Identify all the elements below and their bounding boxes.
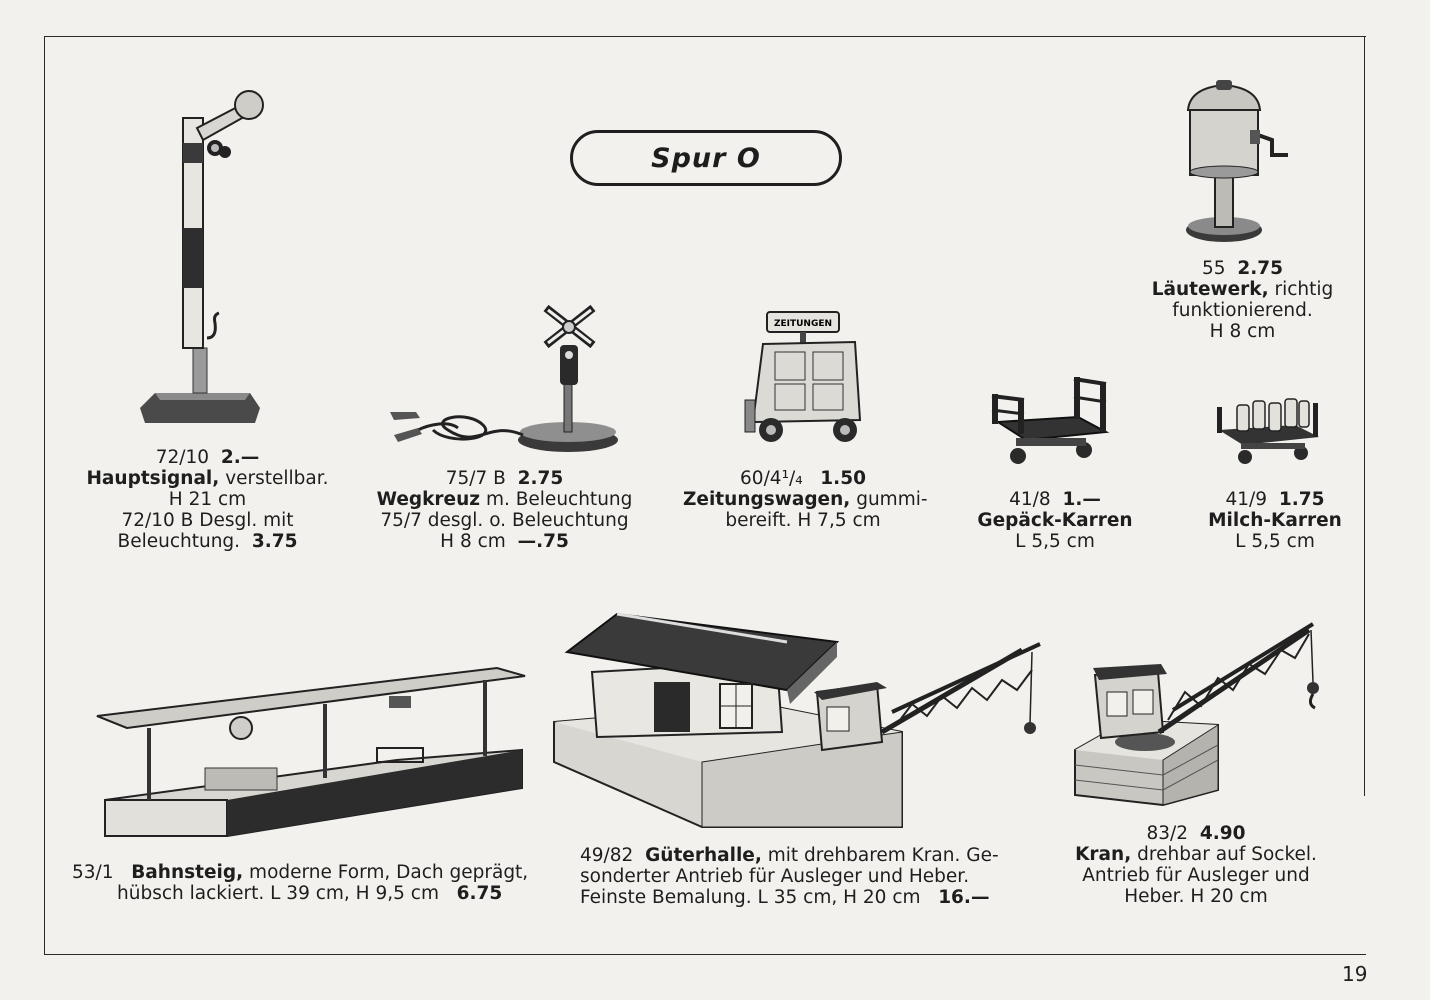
kran-caption xyxy=(1065,823,1327,907)
gepaeck-name: Gepäck-Karren xyxy=(977,510,1133,531)
page-number: 19 xyxy=(1342,962,1368,986)
laeutewerk-desc: richtig xyxy=(1274,279,1334,300)
laeutewerk-size: H 8 cm xyxy=(1209,321,1276,342)
gueterhalle-line2: sonderter Antrieb für Ausleger und Heber. xyxy=(580,866,970,887)
hauptsignal-variant: 72/10 B Desgl. mit xyxy=(121,510,294,531)
hauptsignal-caption xyxy=(80,447,335,552)
bahnsteig-line2: hübsch lackiert. L 39 cm, H 9,5 cm xyxy=(117,883,439,904)
bahnsteig-image xyxy=(97,668,527,848)
hauptsignal-price: 2.— xyxy=(220,447,260,468)
wegkreuz-desc: m. Beleuchtung xyxy=(485,489,633,510)
hauptsignal-variant-price: 3.75 xyxy=(251,531,298,552)
bahnsteig-caption xyxy=(72,862,552,904)
laeutewerk-image xyxy=(1180,80,1295,245)
gueterhalle-number: 49/82 xyxy=(580,845,634,866)
kran-number: 83/2 xyxy=(1146,823,1189,844)
hauptsignal-desc: verstellbar. xyxy=(225,468,329,489)
frame-right-rule xyxy=(1364,36,1365,796)
hauptsignal-image xyxy=(135,88,265,428)
wegkreuz-caption xyxy=(372,468,637,552)
zeitungswagen-image xyxy=(745,310,870,450)
zeitungswagen-caption xyxy=(683,468,928,531)
wegkreuz-variant: 75/7 desgl. o. Beleuchtung xyxy=(380,510,629,531)
milch-price: 1.75 xyxy=(1278,489,1325,510)
gepaeck-size: L 5,5 cm xyxy=(1015,531,1095,552)
zeitungswagen-name: Zeitungswagen, xyxy=(683,489,851,510)
bahnsteig-price: 6.75 xyxy=(456,883,503,904)
zeitungswagen-line2: bereift. H 7,5 cm xyxy=(725,510,881,531)
gepaeck-price: 1.— xyxy=(1062,489,1101,510)
page-title: Spur O xyxy=(570,130,842,186)
gepaeck-karren-caption xyxy=(975,489,1135,552)
zeitungswagen-desc: gummi- xyxy=(856,489,928,510)
laeutewerk-line2: funktionierend. xyxy=(1172,300,1313,321)
gueterhalle-line3: Feinste Bemalung. L 35 cm, H 20 cm xyxy=(580,887,921,908)
milch-number: 41/9 xyxy=(1225,489,1268,510)
kran-image xyxy=(1073,620,1333,810)
wegkreuz-variant-price: —.75 xyxy=(517,531,569,552)
wegkreuz-number: 75/7 B xyxy=(445,468,506,489)
kran-price: 4.90 xyxy=(1199,823,1246,844)
milch-size: L 5,5 cm xyxy=(1235,531,1315,552)
gueterhalle-caption xyxy=(580,845,1025,908)
zeitungswagen-number: 60/4¹/₄ xyxy=(740,468,803,489)
wegkreuz-size: H 8 cm xyxy=(440,531,506,552)
zeitungswagen-price: 1.50 xyxy=(820,468,866,489)
bahnsteig-desc: moderne Form, Dach geprägt, xyxy=(249,862,529,883)
gueterhalle-desc: mit drehbarem Kran. Ge- xyxy=(767,845,999,866)
hauptsignal-number: 72/10 xyxy=(155,447,210,468)
bahnsteig-name: Bahnsteig, xyxy=(131,862,244,883)
gueterhalle-price: 16.— xyxy=(938,887,990,908)
milch-karren-caption xyxy=(1195,489,1355,552)
laeutewerk-price: 2.75 xyxy=(1237,258,1283,279)
milch-name: Milch-Karren xyxy=(1208,510,1342,531)
hauptsignal-size: H 21 cm xyxy=(168,489,247,510)
gueterhalle-image xyxy=(552,612,1047,832)
bahnsteig-number: 53/1 xyxy=(72,862,114,883)
wegkreuz-name: Wegkreuz xyxy=(376,489,481,510)
gepaeck-number: 41/8 xyxy=(1009,489,1051,510)
wegkreuz-image xyxy=(388,300,628,460)
kran-line3: Heber. H 20 cm xyxy=(1124,886,1268,907)
laeutewerk-number: 55 xyxy=(1202,258,1226,279)
kran-line2: Antrieb für Ausleger und xyxy=(1082,865,1310,886)
hauptsignal-variant-text: Beleuchtung. xyxy=(117,531,241,552)
kran-desc: drehbar auf Sockel. xyxy=(1137,844,1317,865)
gueterhalle-name: Güterhalle, xyxy=(645,845,762,866)
milch-karren-image xyxy=(1215,395,1325,470)
kran-name: Kran, xyxy=(1075,844,1132,865)
laeutewerk-caption xyxy=(1150,258,1335,342)
zeitungswagen-sign: ZEITUNGEN xyxy=(773,319,833,329)
wegkreuz-price: 2.75 xyxy=(517,468,564,489)
laeutewerk-name: Läutewerk, xyxy=(1151,279,1269,300)
gepaeck-karren-image xyxy=(988,372,1113,472)
hauptsignal-name: Hauptsignal, xyxy=(86,468,220,489)
